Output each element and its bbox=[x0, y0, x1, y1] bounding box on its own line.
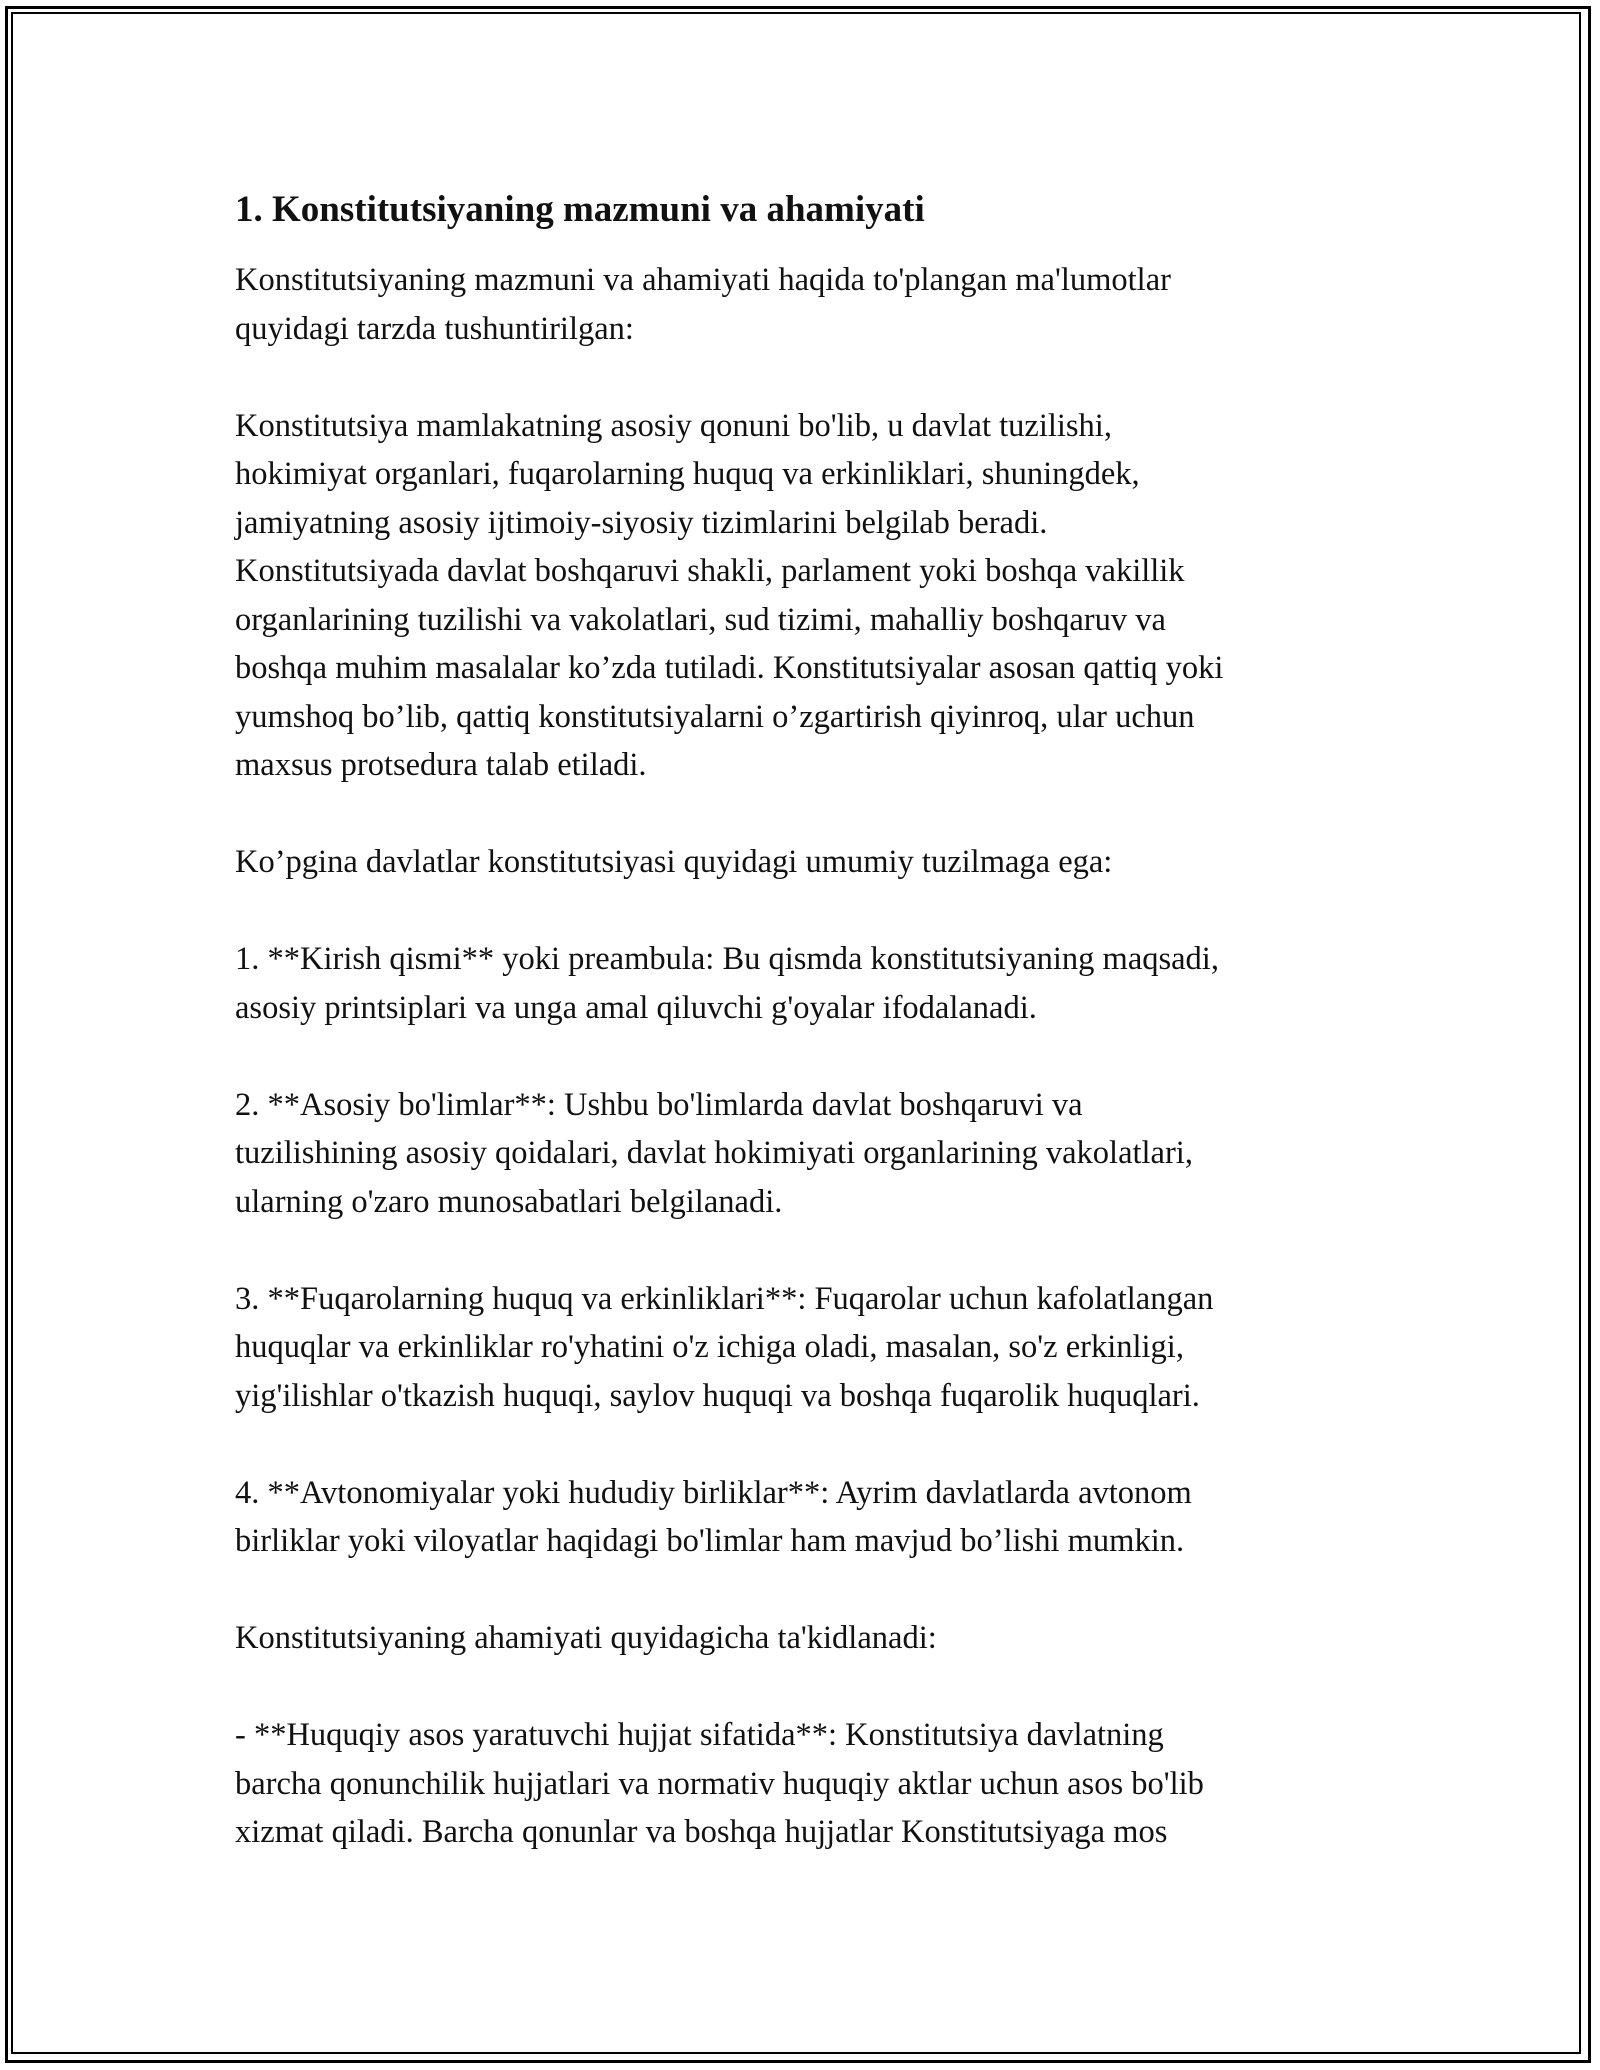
document-body bbox=[235, 186, 1385, 1905]
list-item-3 bbox=[235, 1275, 1385, 1421]
paragraph-structure-intro bbox=[235, 838, 1385, 887]
text-line: Konstitutsiyaning ahamiyati quyidagicha ta'kidlanadi: bbox=[235, 1620, 937, 1656]
paragraph-intro bbox=[235, 256, 1385, 353]
bullet-item-1 bbox=[235, 1711, 1385, 1857]
section-heading: 1. Konstitutsiyaning mazmuni va ahamiyati bbox=[235, 189, 925, 230]
paragraph-definition bbox=[235, 402, 1385, 790]
text-line: jamiyatning asosiy ijtimoiy-siyosiy tizimlarini belgilab beradi. bbox=[235, 504, 1048, 541]
text-line: xizmat qiladi. Barcha qonunlar va boshqa hujjatlar Konstitutsiyaga mos bbox=[235, 1814, 1168, 1850]
text-line: quyidagi tarzda tushuntirilgan: bbox=[235, 310, 634, 347]
text-line: 3. **Fuqarolarning huquq va erkinliklari**: Fuqarolar uchun kafolatlangan bbox=[235, 1280, 1214, 1317]
text-line: yumshoq bo’lib, qattiq konstitutsiyalarni o’zgartirish qiyinroq, ular uchun bbox=[235, 698, 1195, 735]
paragraph-importance-intro bbox=[235, 1614, 1385, 1663]
text-line: tuzilishining asosiy qoidalari, davlat hokimiyati organlarining vakolatlari, bbox=[235, 1135, 1193, 1171]
text-line: 1. **Kirish qismi** yoki preambula: Bu qismda konstitutsiyaning maqsadi, bbox=[235, 941, 1219, 977]
text-line: Ko’pgina davlatlar konstitutsiyasi quyidagi umumiy tuzilmaga ega: bbox=[235, 844, 1113, 880]
list-item-2 bbox=[235, 1081, 1385, 1227]
text-line: ularning o'zaro munosabatlari belgilanadi. bbox=[235, 1183, 783, 1220]
text-line: Konstitutsiyaning mazmuni va ahamiyati haqida to'plangan ma'lumotlar bbox=[235, 262, 1171, 298]
text-line: barcha qonunchilik hujjatlari va normativ huquqiy aktlar uchun asos bo'lib bbox=[235, 1765, 1204, 1802]
text-line: asosiy printsiplari va unga amal qiluvchi g'oyalar ifodalanadi. bbox=[235, 989, 1037, 1026]
text-line: 4. **Avtonomiyalar yoki hududiy birliklar**: Ayrim davlatlarda avtonom bbox=[235, 1474, 1192, 1511]
text-line: birliklar yoki viloyatlar haqidagi bo'limlar ham mavjud bo’lishi mumkin. bbox=[235, 1523, 1185, 1559]
text-line: Konstitutsiyada davlat boshqaruvi shakli, parlament yoki boshqa vakillik bbox=[235, 553, 1185, 589]
text-line: boshqa muhim masalalar ko’zda tutiladi. Konstitutsiyalar asosan qattiq yoki bbox=[235, 650, 1224, 686]
text-line: organlarining tuzilishi va vakolatlari, sud tizimi, mahalliy boshqaruv va bbox=[235, 601, 1166, 638]
text-line: 2. **Asosiy bo'limlar**: Ushbu bo'limlarda davlat boshqaruvi va bbox=[235, 1086, 1083, 1123]
text-line: Konstitutsiya mamlakatning asosiy qonuni bo'lib, u davlat tuzilishi, bbox=[235, 407, 1112, 444]
list-item-1 bbox=[235, 935, 1385, 1032]
text-line: huquqlar va erkinliklar ro'yhatini o'z ichiga oladi, masalan, so'z erkinligi, bbox=[235, 1329, 1184, 1365]
text-line: yig'ilishlar o'tkazish huquqi, saylov huquqi va boshqa fuqarolik huquqlari. bbox=[235, 1377, 1200, 1414]
text-line: hokimiyat organlari, fuqarolarning huquq va erkinliklari, shuningdek, bbox=[235, 456, 1140, 492]
text-line: maxsus protsedura talab etiladi. bbox=[235, 747, 647, 783]
text-line: - **Huquqiy asos yaratuvchi hujjat sifatida**: Konstitutsiya davlatning bbox=[235, 1717, 1164, 1753]
list-item-4 bbox=[235, 1469, 1385, 1566]
